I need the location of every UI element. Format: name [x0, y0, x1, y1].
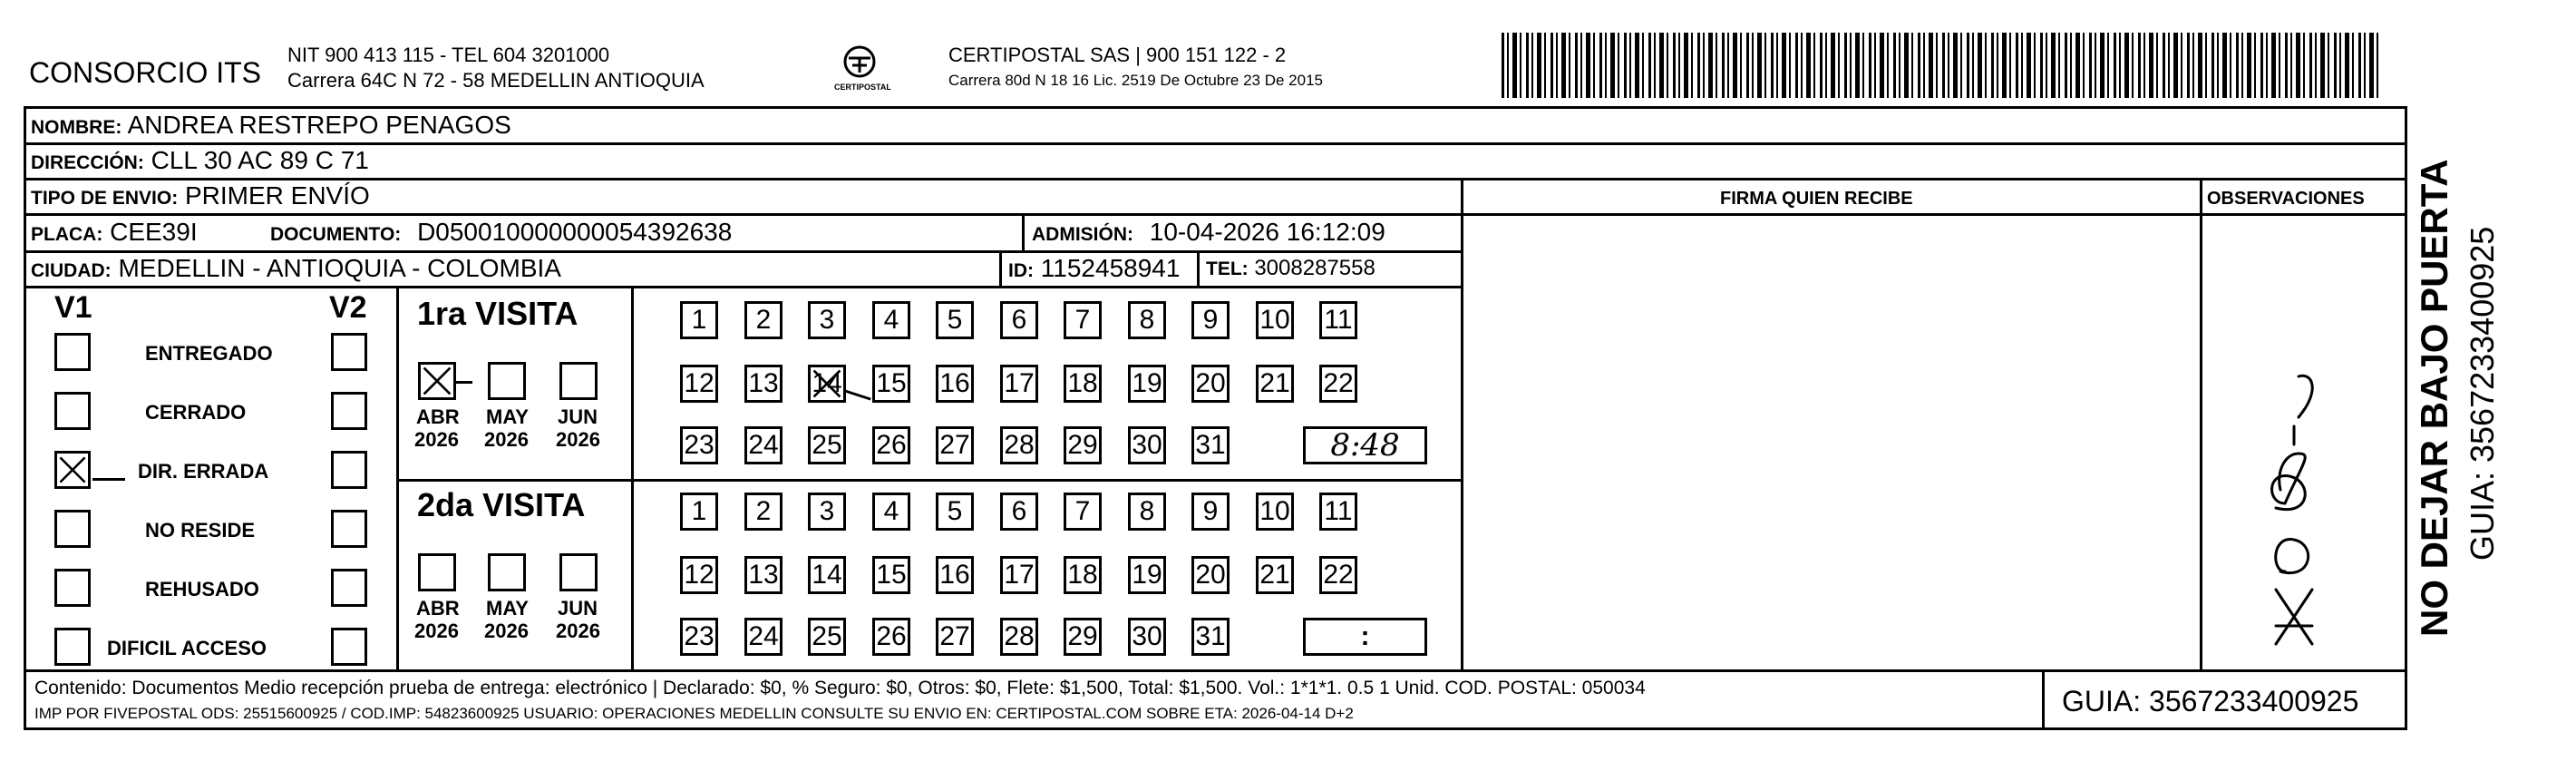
- day-box[interactable]: [1191, 365, 1230, 403]
- logo-caption: CERTIPOSTAL: [834, 83, 891, 92]
- day-box[interactable]: [1319, 556, 1357, 594]
- day-number: 14: [812, 368, 842, 398]
- day-number: 13: [748, 368, 779, 398]
- observaciones-header: OBSERVACIONES: [2207, 189, 2365, 209]
- day-box[interactable]: [744, 365, 783, 403]
- day-box[interactable]: [872, 301, 910, 339]
- day-box[interactable]: [1064, 426, 1102, 464]
- day-box[interactable]: [680, 556, 718, 594]
- direccion-field: [31, 148, 369, 173]
- v1-checkbox[interactable]: [54, 333, 91, 371]
- documento-label: DOCUMENTO:: [270, 224, 402, 245]
- day-number: 5: [947, 496, 963, 526]
- time-value: 8:48: [1330, 427, 1400, 464]
- day-box[interactable]: [936, 556, 974, 594]
- v1-header: V1: [54, 290, 92, 325]
- day-number: 4: [883, 305, 899, 335]
- day-number: 2: [755, 305, 772, 335]
- carrier-line2: Carrera 80d N 18 16 Lic. 2519 De Octubre 23 De 2015: [948, 72, 1323, 89]
- ciudad-label: CIUDAD:: [31, 260, 112, 281]
- day-box[interactable]: [872, 556, 910, 594]
- day-number: 11: [1324, 305, 1353, 335]
- day-number: 25: [812, 430, 842, 460]
- v1-checkbox[interactable]: [54, 569, 91, 607]
- day-number: 1: [691, 305, 707, 335]
- day-number: 17: [1004, 560, 1035, 590]
- day-number: 15: [876, 368, 907, 398]
- nombre-value: ANDREA RESTREPO PENAGOS: [127, 111, 511, 139]
- nombre-field: [31, 112, 511, 138]
- day-box[interactable]: [936, 426, 974, 464]
- day-number: 29: [1067, 430, 1098, 460]
- v1-checkbox[interactable]: [54, 510, 91, 548]
- tel-field: [1206, 258, 1375, 279]
- status-label: CERRADO: [145, 401, 247, 424]
- day-box[interactable]: [1319, 301, 1357, 339]
- day-box[interactable]: [808, 365, 846, 403]
- id-label: ID:: [1008, 260, 1034, 281]
- day-number: 15: [876, 560, 907, 590]
- month-year: 2026: [556, 620, 600, 642]
- tipo-envio-field: [31, 183, 370, 209]
- carrier-line1: CERTIPOSTAL SAS | 900 151 122 - 2: [948, 44, 1287, 66]
- footer-guia: GUIA: 3567233400925: [2062, 685, 2359, 717]
- no-dejar-bajo-puerta: NO DEJAR BAJO PUERTA: [2413, 159, 2455, 637]
- day-box[interactable]: [744, 301, 783, 339]
- v1-checkbox[interactable]: [54, 628, 91, 666]
- day-number: 14: [812, 560, 842, 590]
- day-number: 2: [755, 496, 772, 526]
- footer-content-line: Contenido: Documentos Medio recepción prueba de entrega: electrónico | Declarado: $0, % Seguro: $0, Otros: $0, Flete: $1,500, Total: $1,500. Vol.: 1*1*1. 0.5 1 Unid. COD. POSTAL: 050034: [34, 678, 1646, 698]
- status-label: ENTREGADO: [145, 342, 273, 365]
- status-label: DIFICIL ACCESO: [107, 637, 267, 659]
- v2-checkbox[interactable]: [331, 451, 367, 489]
- day-box[interactable]: [1064, 365, 1102, 403]
- certipostal-logo: [831, 44, 889, 98]
- day-box[interactable]: [936, 618, 974, 656]
- day-box[interactable]: [744, 618, 783, 656]
- company-line1: NIT 900 413 115 - TEL 604 3201000: [287, 44, 610, 66]
- day-number: 18: [1067, 368, 1098, 398]
- day-box[interactable]: [1256, 556, 1294, 594]
- day-number: 23: [684, 430, 714, 460]
- v2-checkbox[interactable]: [331, 510, 367, 548]
- day-number: 23: [684, 621, 714, 651]
- day-box[interactable]: [1191, 556, 1230, 594]
- day-box[interactable]: [680, 618, 718, 656]
- documento-value: D050010000000054392638: [417, 218, 733, 246]
- day-box[interactable]: [1128, 426, 1166, 464]
- day-number: 26: [876, 621, 907, 651]
- day-number: 9: [1202, 496, 1219, 526]
- v2-header: V2: [329, 290, 367, 325]
- status-label: NO RESIDE: [145, 519, 256, 542]
- day-box[interactable]: [1191, 426, 1230, 464]
- admision-value: 10-04-2026 16:12:09: [1149, 218, 1385, 246]
- day-number: 16: [939, 368, 970, 398]
- barcode: [1502, 33, 2381, 98]
- month-year: 2026: [414, 620, 459, 642]
- day-number: 12: [684, 368, 714, 398]
- day-number: 19: [1132, 560, 1162, 590]
- day-number: 1: [691, 496, 707, 526]
- direccion-label: DIRECCIÓN:: [31, 152, 144, 173]
- visit-title: 1ra VISITA: [417, 295, 578, 332]
- id-value: 1152458941: [1040, 254, 1181, 282]
- month-name: ABR: [416, 597, 460, 620]
- month-name: MAY: [486, 597, 529, 620]
- day-box[interactable]: [1000, 365, 1038, 403]
- day-box[interactable]: [1064, 301, 1102, 339]
- placa-value: CEE39I: [110, 218, 198, 246]
- time-box[interactable]: [1303, 426, 1427, 464]
- admision-label: ADMISIÓN:: [1032, 224, 1133, 245]
- day-box[interactable]: [936, 365, 974, 403]
- day-box[interactable]: [808, 618, 846, 656]
- day-box[interactable]: [808, 556, 846, 594]
- month-checkbox[interactable]: [418, 553, 456, 591]
- day-box[interactable]: [1256, 365, 1294, 403]
- day-number: 5: [947, 305, 963, 335]
- day-box[interactable]: [1128, 301, 1166, 339]
- check-stroke: [454, 381, 472, 384]
- month-name: MAY: [486, 405, 529, 428]
- month-name: ABR: [416, 405, 460, 428]
- day-number: 27: [939, 621, 970, 651]
- month-year: 2026: [556, 428, 600, 451]
- day-box[interactable]: [936, 301, 974, 339]
- day-number: 27: [939, 430, 970, 460]
- day-number: 7: [1074, 305, 1091, 335]
- v1-checkbox[interactable]: [54, 392, 91, 430]
- day-number: 6: [1011, 496, 1027, 526]
- day-number: 8: [1139, 305, 1155, 335]
- observation-handwriting: [2212, 354, 2367, 662]
- visit-title: 2da VISITA: [417, 486, 586, 523]
- day-box[interactable]: [1000, 556, 1038, 594]
- day-number: 22: [1323, 368, 1354, 398]
- day-number: 8: [1139, 496, 1155, 526]
- day-box[interactable]: [872, 618, 910, 656]
- day-number: 20: [1195, 368, 1226, 398]
- month-year: 2026: [484, 620, 529, 642]
- day-box[interactable]: [680, 426, 718, 464]
- day-box[interactable]: [744, 556, 783, 594]
- month-checkbox[interactable]: [488, 362, 526, 400]
- id-field: [1008, 256, 1180, 281]
- direccion-value: CLL 30 AC 89 C 71: [151, 146, 369, 174]
- month-year: 2026: [414, 428, 459, 451]
- day-number: 13: [748, 560, 779, 590]
- day-number: 30: [1132, 621, 1162, 651]
- v2-checkbox[interactable]: [331, 333, 367, 371]
- tel-value: 3008287558: [1254, 256, 1375, 280]
- day-box[interactable]: [1191, 618, 1230, 656]
- certipostal-logo-icon: [831, 44, 889, 83]
- day-number: 19: [1132, 368, 1162, 398]
- day-number: 7: [1074, 496, 1091, 526]
- day-number: 28: [1004, 430, 1035, 460]
- day-number: 17: [1004, 368, 1035, 398]
- month-checkbox[interactable]: [559, 362, 598, 400]
- tipo-envio-value: PRIMER ENVÍO: [184, 181, 370, 210]
- day-box[interactable]: [808, 493, 846, 531]
- day-box[interactable]: [1128, 365, 1166, 403]
- day-box[interactable]: [1064, 556, 1102, 594]
- day-box[interactable]: [1128, 618, 1166, 656]
- day-number: 12: [684, 560, 714, 590]
- day-number: 6: [1011, 305, 1027, 335]
- day-box[interactable]: [936, 493, 974, 531]
- placa-label: PLACA:: [31, 224, 103, 245]
- day-number: 21: [1259, 368, 1290, 398]
- day-number: 4: [883, 496, 899, 526]
- month-checkbox[interactable]: [488, 553, 526, 591]
- v1-checkbox[interactable]: [54, 451, 91, 489]
- placa-field: [31, 220, 198, 245]
- time-box[interactable]: [1303, 618, 1427, 656]
- day-box[interactable]: [1319, 365, 1357, 403]
- day-number: 28: [1004, 621, 1035, 651]
- company-line2: Carrera 64C N 72 - 58 MEDELLIN ANTIOQUIA: [287, 69, 705, 92]
- day-number: 31: [1195, 621, 1226, 651]
- day-box[interactable]: [680, 301, 718, 339]
- ciudad-field: [31, 256, 561, 281]
- day-number: 26: [876, 430, 907, 460]
- day-box[interactable]: [1256, 493, 1294, 531]
- day-box[interactable]: [872, 493, 910, 531]
- month-name: JUN: [558, 597, 598, 620]
- day-number: 10: [1259, 496, 1290, 526]
- admision-field: [1032, 220, 1385, 245]
- day-number: 16: [939, 560, 970, 590]
- day-number: 25: [812, 621, 842, 651]
- status-label: REHUSADO: [145, 578, 259, 600]
- day-box[interactable]: [808, 301, 846, 339]
- day-box[interactable]: [1064, 493, 1102, 531]
- day-box[interactable]: [808, 426, 846, 464]
- day-box[interactable]: [1000, 493, 1038, 531]
- day-box[interactable]: [1191, 493, 1230, 531]
- month-checkbox[interactable]: [418, 362, 456, 400]
- day-number: 24: [748, 621, 779, 651]
- day-number: 10: [1259, 305, 1290, 335]
- day-box[interactable]: [1064, 618, 1102, 656]
- firma-header: FIRMA QUIEN RECIBE: [1720, 189, 1913, 209]
- footer-print-line: IMP POR FIVEPOSTAL ODS: 25515600925 / COD.IMP: 54823600925 USUARIO: OPERACIONES MEDELLIN CONSULTE SU ENVIO EN: CERTIPOSTAL.COM SOBRE ETA: 2026-04-14 D+2: [34, 705, 1354, 722]
- day-number: 21: [1259, 560, 1290, 590]
- day-box[interactable]: [1000, 426, 1038, 464]
- day-number: 30: [1132, 430, 1162, 460]
- documento-field: [270, 220, 732, 245]
- ciudad-value: MEDELLIN - ANTIOQUIA - COLOMBIA: [118, 254, 561, 282]
- day-number: 20: [1195, 560, 1226, 590]
- day-box[interactable]: [744, 426, 783, 464]
- day-number: 18: [1067, 560, 1098, 590]
- day-box[interactable]: [1319, 493, 1357, 531]
- v2-checkbox[interactable]: [331, 569, 367, 607]
- day-number: 24: [748, 430, 779, 460]
- day-box[interactable]: [1128, 493, 1166, 531]
- v2-checkbox[interactable]: [331, 628, 367, 666]
- day-box[interactable]: [1128, 556, 1166, 594]
- day-number: 3: [819, 496, 835, 526]
- day-number: 9: [1202, 305, 1219, 335]
- tel-label: TEL:: [1206, 259, 1249, 279]
- day-number: 29: [1067, 621, 1098, 651]
- day-number: 31: [1195, 430, 1226, 460]
- day-number: 11: [1324, 496, 1353, 526]
- month-name: JUN: [558, 405, 598, 428]
- day-box[interactable]: [744, 493, 783, 531]
- day-box[interactable]: [872, 426, 910, 464]
- day-box[interactable]: [1256, 301, 1294, 339]
- day-box[interactable]: [680, 365, 718, 403]
- v2-checkbox[interactable]: [331, 392, 367, 430]
- day-number: 3: [819, 305, 835, 335]
- day-box[interactable]: [1000, 301, 1038, 339]
- nombre-label: NOMBRE:: [31, 117, 122, 138]
- month-checkbox[interactable]: [559, 553, 598, 591]
- status-label: DIR. ERRADA: [138, 460, 269, 483]
- day-number: 22: [1323, 560, 1354, 590]
- company-name: CONSORCIO ITS: [29, 56, 262, 89]
- day-box[interactable]: [1000, 618, 1038, 656]
- day-box[interactable]: [1191, 301, 1230, 339]
- check-stroke: [92, 478, 125, 481]
- time-value: :: [1360, 621, 1370, 651]
- side-guia: GUIA: 3567233400925: [2464, 226, 2501, 561]
- tipo-envio-label: TIPO DE ENVIO:: [31, 188, 179, 209]
- month-year: 2026: [484, 428, 529, 451]
- day-box[interactable]: [680, 493, 718, 531]
- day-box[interactable]: [872, 365, 910, 403]
